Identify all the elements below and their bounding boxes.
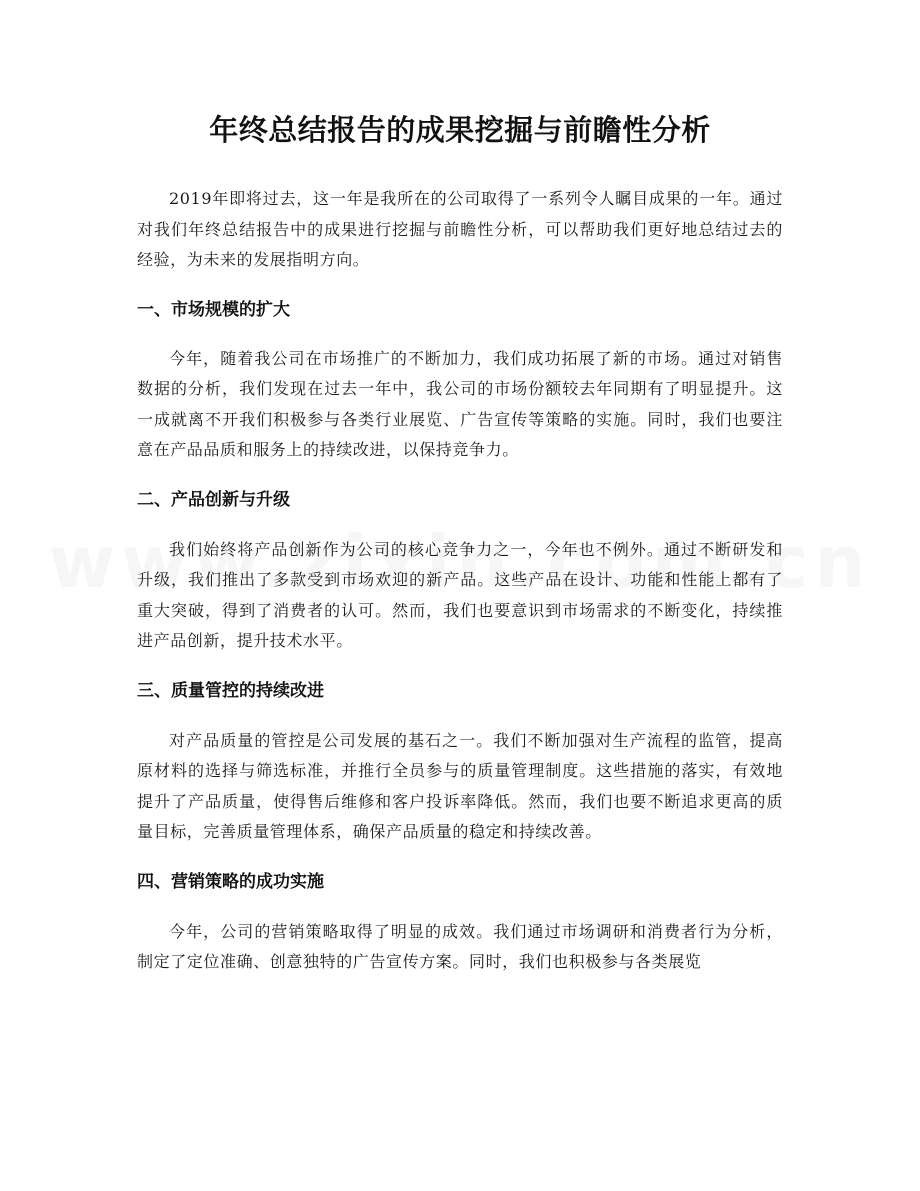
section-body-market: 今年，随着我公司在市场推广的不断加力，我们成功拓展了新的市场。通过对销售数据的分析，我们发现在过去一年中，我公司的市场份额较去年同期有了明显提升。这一成就离不开我们积极参与各类行业展览、广告宣传等策略的实施。同时，我们也要注意在产品品质和服务上的持续改进，以保持竞争力。 xyxy=(137,348,783,459)
section-body-product: 我们始终将产品创新作为公司的核心竞争力之一，今年也不例外。通过不断研发和升级，我们推出了多款受到市场欢迎的新产品。这些产品在设计、功能和性能上都有了重大突破，得到了消费者的认可。然而，我们也要意识到市场需求的不断变化，持续推进产品创新，提升技术水平。 xyxy=(137,539,783,650)
intro-paragraph: 2019年即将过去，这一年是我所在的公司取得了一系列令人瞩目成果的一年。通过对我们年终总结报告中的成果进行挖掘与前瞻性分析，可以帮助我们更好地总结过去的经验，为未来的发展指明方向。 xyxy=(137,189,783,269)
section-heading-marketing: 四、营销策略的成功实施 xyxy=(137,871,324,892)
section-heading-quality: 三、质量管控的持续改进 xyxy=(137,680,324,701)
document-title: 年终总结报告的成果挖掘与前瞻性分析 xyxy=(209,113,711,147)
section-heading-product: 二、产品创新与升级 xyxy=(137,489,290,510)
section-body-quality: 对产品质量的管控是公司发展的基石之一。我们不断加强对生产流程的监管，提高原材料的选择与筛选标准，并推行全员参与的质量管理制度。这些措施的落实，有效地提升了产品质量，使得售后维修和客户投诉率降低。然而，我们也要不断追求更高的质量目标，完善质量管理体系，确保产品质量的稳定和持续改善。 xyxy=(137,730,783,841)
document-content xyxy=(137,108,783,978)
section-heading-market: 一、市场规模的扩大 xyxy=(137,299,290,320)
section-body-marketing: 今年，公司的营销策略取得了明显的成效。我们通过市场调研和消费者行为分析，制定了定位准确、创意独特的广告宣传方案。同时，我们也积极参与各类展览 xyxy=(137,921,783,971)
